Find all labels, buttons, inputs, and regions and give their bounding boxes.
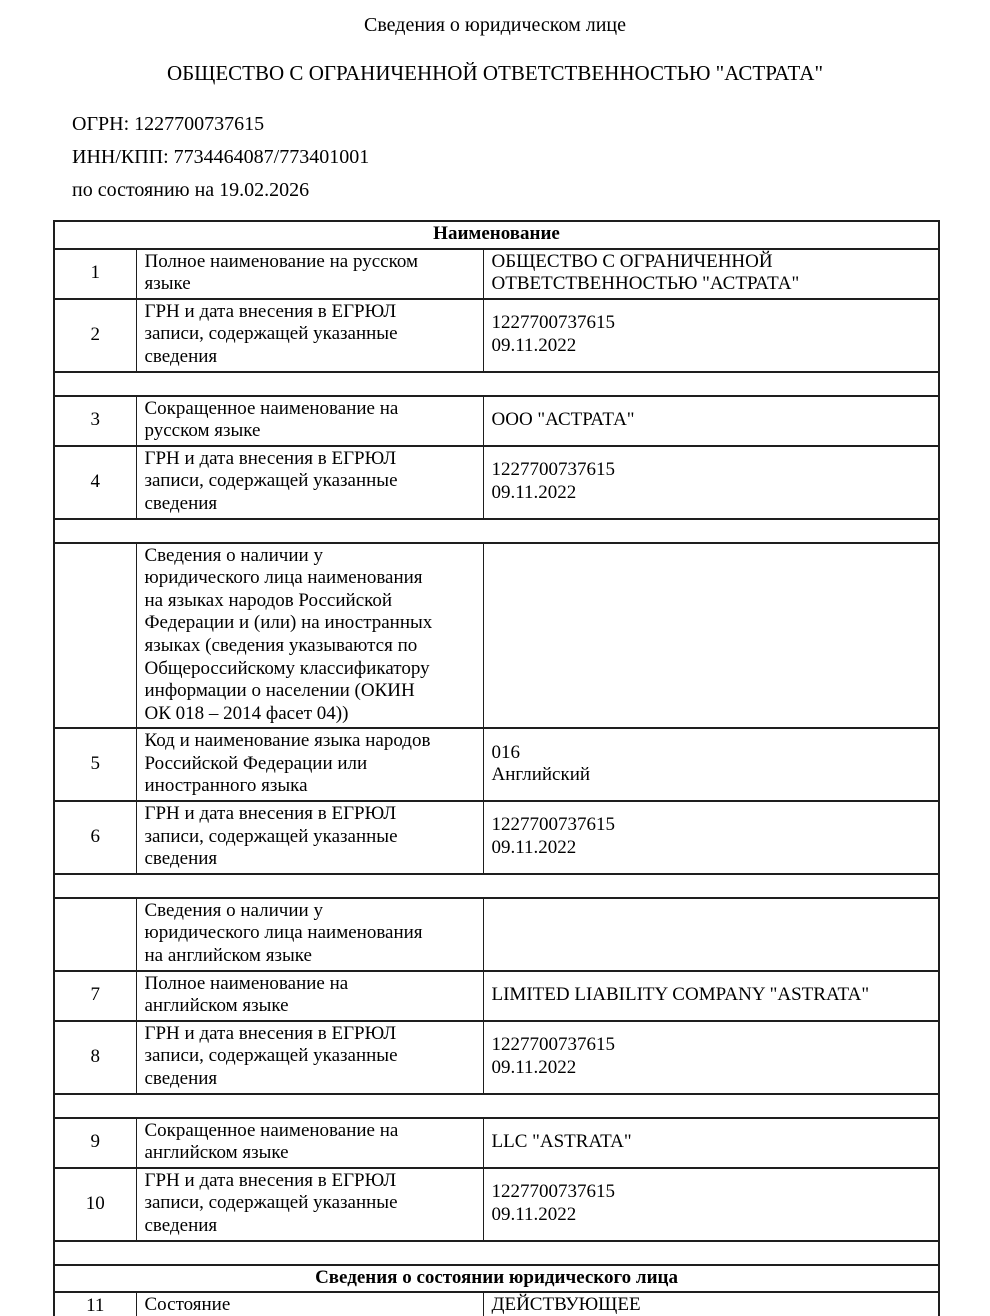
row-status [54, 1292, 939, 1316]
row-number-cell: 1 [54, 249, 136, 299]
row-number-cell: 8 [54, 1021, 136, 1094]
row-number-cell: 11 [54, 1292, 136, 1316]
table-separator-row [54, 874, 939, 898]
row-value-cell: 016 Английский [483, 728, 939, 801]
row-label-cell: Состояние [136, 1292, 483, 1316]
table-separator-row [54, 519, 939, 543]
row-label-cell: Код и наименование языка народов Российской Федерации или иностранного языка [136, 728, 483, 801]
row-number-cell: 10 [54, 1168, 136, 1241]
row-value-cell: LLC "ASTRATA" [483, 1118, 939, 1168]
row-full-name-ru [54, 249, 939, 299]
separator-cell [54, 519, 939, 543]
row-number-cell: 7 [54, 971, 136, 1021]
row-grn-date-3 [54, 801, 939, 874]
as-of-date-line: по состоянию на 19.02.2026 [72, 179, 310, 201]
row-grn-date-1 [54, 299, 939, 372]
row-label-cell: ГРН и дата внесения в ЕГРЮЛ записи, содержащей указанные сведения [136, 1168, 483, 1241]
legal-entity-details-table [53, 220, 940, 1316]
section-title: Сведения о состоянии юридического лица [54, 1265, 939, 1293]
row-value-cell: 1227700737615 09.11.2022 [483, 446, 939, 519]
section-name-header [54, 221, 939, 249]
row-value-cell: ОБЩЕСТВО С ОГРАНИЧЕННОЙ ОТВЕТСТВЕННОСТЬЮ "АСТРАТА" [483, 249, 939, 299]
row-short-name-ru [54, 396, 939, 446]
table-separator-row [54, 1094, 939, 1118]
separator-cell [54, 1241, 939, 1265]
row-number-cell: 4 [54, 446, 136, 519]
row-value-cell [483, 543, 939, 729]
company-name: ОБЩЕСТВО С ОГРАНИЧЕННОЙ ОТВЕТСТВЕННОСТЬЮ "АСТРАТА" [166, 61, 824, 85]
row-label-cell: ГРН и дата внесения в ЕГРЮЛ записи, содержащей указанные сведения [136, 801, 483, 874]
inn-kpp-line: ИНН/КПП: 7734464087/773401001 [72, 146, 370, 168]
row-label-cell: ГРН и дата внесения в ЕГРЮЛ записи, содержащей указанные сведения [136, 299, 483, 372]
entity-meta-block [72, 108, 990, 207]
row-number-cell: 3 [54, 396, 136, 446]
page-title: Сведения о юридическом лице [363, 14, 626, 36]
section-title: Наименование [54, 221, 939, 249]
row-number-cell: 5 [54, 728, 136, 801]
separator-cell [54, 874, 939, 898]
row-value-cell: 1227700737615 09.11.2022 [483, 801, 939, 874]
row-language-code-name [54, 728, 939, 801]
row-label-cell: Сокращенное наименование на английском языке [136, 1118, 483, 1168]
row-value-cell: 1227700737615 09.11.2022 [483, 1021, 939, 1094]
row-grn-date-5 [54, 1168, 939, 1241]
row-label-cell: Полное наименование на русском языке [136, 249, 483, 299]
row-value-cell: ООО "АСТРАТА" [483, 396, 939, 446]
table-separator-row [54, 1241, 939, 1265]
separator-cell [54, 1094, 939, 1118]
separator-cell [54, 372, 939, 396]
row-number-cell [54, 898, 136, 971]
row-number-cell [54, 543, 136, 729]
row-foreign-language-names-note [54, 543, 939, 729]
row-value-cell: 1227700737615 09.11.2022 [483, 299, 939, 372]
row-label-cell: Сведения о наличии у юридического лица наименования на английском языке [136, 898, 483, 971]
row-full-name-en [54, 971, 939, 1021]
row-english-name-note [54, 898, 939, 971]
row-label-cell: Сведения о наличии у юридического лица наименования на языках народов Российской Федерации и (или) на иностранных языках (сведения указываются по Общероссийскому классификатору информации о населении (ОКИН ОК 018 – 2014 фасет 04)) [136, 543, 483, 729]
row-value-cell: LIMITED LIABILITY COMPANY "ASTRATA" [483, 971, 939, 1021]
row-value-cell: ДЕЙСТВУЮЩЕЕ [483, 1292, 939, 1316]
row-value-cell [483, 898, 939, 971]
row-number-cell: 6 [54, 801, 136, 874]
row-label-cell: ГРН и дата внесения в ЕГРЮЛ записи, содержащей указанные сведения [136, 446, 483, 519]
section-status-header [54, 1265, 939, 1293]
row-grn-date-4 [54, 1021, 939, 1094]
row-number-cell: 2 [54, 299, 136, 372]
row-grn-date-2 [54, 446, 939, 519]
row-number-cell: 9 [54, 1118, 136, 1168]
ogrn-line: ОГРН: 1227700737615 [72, 113, 265, 135]
row-short-name-en [54, 1118, 939, 1168]
row-label-cell: Полное наименование на английском языке [136, 971, 483, 1021]
row-label-cell: ГРН и дата внесения в ЕГРЮЛ записи, содержащей указанные сведения [136, 1021, 483, 1094]
row-value-cell: 1227700737615 09.11.2022 [483, 1168, 939, 1241]
table-separator-row [54, 372, 939, 396]
row-label-cell: Сокращенное наименование на русском языке [136, 396, 483, 446]
